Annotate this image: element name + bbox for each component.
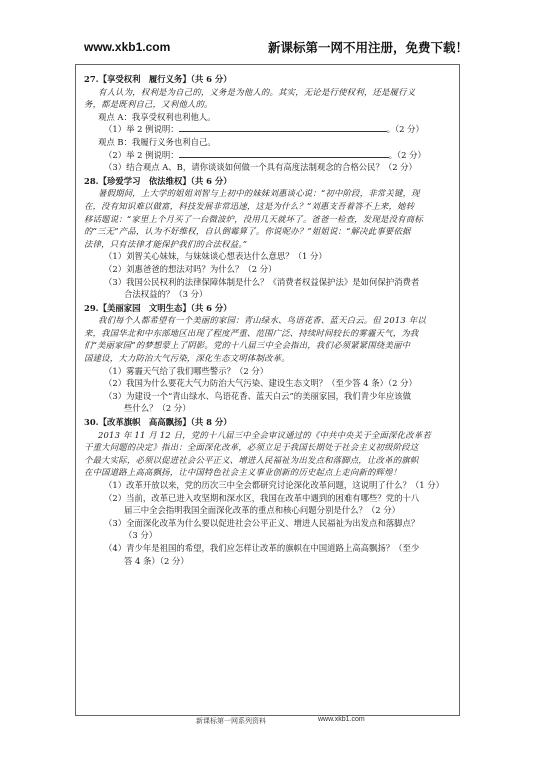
q27-para-line2: 务，都是既利自己，又利他人的。: [84, 99, 213, 110]
q29-sub2: （2）我国为什么要花大气力防治大气污染、建设生态文明？（至少答 4 条）（2 分）: [104, 378, 417, 389]
q30-sub3-line1: （3）全面深化改革为什么要以促进社会公平正义、增进人民福祉为出发点和落脚点？: [104, 517, 420, 528]
q30-sub3-line2: （3 分）: [124, 530, 158, 541]
q29-sub1: （1）雾霾天气给了我们哪些警示？（2 分）: [104, 365, 269, 376]
q30-para-line1: 2013 年 11 月 12 日，党的十八届三中全会审议通过的《中共中央关于全面深化改革若: [98, 429, 431, 440]
footer-series: 新课标第一网系列资料: [196, 717, 266, 725]
q28-para-line3: 移话题说：“家里上个月买了一台微波炉，没用几天就坏了。爸爸一检查，发现是没有商标: [84, 213, 423, 224]
q27-sub2: [84, 149, 452, 162]
q30-sub1: （1）改革开放以来，党的历次三中全会都研究讨论深化改革问题，这说明了什么？（1 分）: [104, 480, 444, 490]
q27-viewpoint-a: 观点 A：我享受权利也利他人。: [98, 111, 216, 122]
q27-sub2-prompt: （2）举 2 例说明：: [104, 149, 179, 160]
q28-para-line4: 的“三无”产品，认为不好维权，自认倒霉算了。你说呢办？”姐姐说：“解决此事要依据: [84, 226, 411, 237]
q28-sub3-line2: 合法权益的？（3 分）: [124, 289, 208, 300]
q30-sub4-line2: 答 4 条）（2 分）: [124, 555, 189, 566]
q30-para-line4: 在中国道路上高高飘扬，让中国特色社会主义事业创新的历史起点上走向新的辉煌！: [84, 467, 402, 478]
q27-sub1: [84, 123, 452, 136]
q30-para-line3: 个最大实际，必须以促进社会公平正义、增进人民福祉为出发点和落脚点，让改革的旗帜: [84, 454, 419, 465]
q28-para-line5: 法律，只有法律才能保护我们的合法权益。”: [84, 238, 248, 249]
q30-sub2-line1: （2）当前，改革已进入攻坚期和深水区，我国在改革中遇到的困难有哪些？党的十八: [104, 492, 420, 503]
q29-sub3-line1: （3）为建设一个“青山绿水、鸟语花香、蓝天白云”的美丽家园，我们青少年应该做: [104, 390, 412, 401]
q29-sub3-line2: 些什么？（2 分）: [124, 403, 191, 414]
q30-title: 30.【改革旗帜 高高飘扬】（共 8 分）: [84, 417, 232, 428]
q27-sub3: （3）结合观点 A、B，请你谈谈如何做一个具有高度法制观念的合格公民？（2 分）: [104, 162, 417, 173]
q30-para-line2: 干重大问题的决定》指出：全面深化改革，必须立足于我国长期处于社会主义初级阶段这: [84, 442, 419, 453]
q28-sub3-line1: （3）我国公民权利的法律保障体制是什么？《消费者权益保护法》是如何保护消费者: [104, 276, 420, 287]
q28-para-line2: 在，没有知识难以做富，科技发展非常迅速，这是为什么？”刘惠支吾着答不上来，她转: [84, 200, 415, 211]
q27-para-line1: 有人认为，权利是为自己的，义务是为他人的。其实，无论是行使权利，还是履行义: [98, 86, 416, 97]
q29-para-line4: 国建设，大力防治大气污染，深化生态文明体制改革。: [84, 353, 290, 364]
q27-sub2-score: 。（2 分）: [388, 149, 426, 160]
site-slogan: 新课标第一网不用注册，免费下载！: [268, 40, 469, 55]
q29-para-line1: 我们每个人都希望有一个美丽的家园：青山绿水、鸟语花香、蓝天白云。但 2013 年以: [98, 315, 426, 326]
q27-title: 27.【享受权利 履行义务】（共 6 分）: [84, 74, 232, 84]
q28-sub1: （1）刘智关心妹妹，与妹妹谈心想表达什么意思？（1 分）: [104, 251, 327, 262]
q27-sub1-score: 。（2 分）: [386, 124, 424, 135]
exam-content: [84, 72, 452, 567]
q30-sub2-line2: 届三中全会指明我国全面深化改革的重点和核心问题分别是什么？（2 分）: [124, 505, 400, 516]
q27-sub2-answer-line: [179, 149, 389, 158]
site-url: www.xkb1.com: [84, 40, 171, 54]
q28-sub2: （2）刘惠爸爸的想法对吗？为什么？（2 分）: [104, 263, 277, 274]
q27-sub1-prompt: （1）举 2 例说明：: [104, 124, 179, 135]
q27-sub1-answer-line: [179, 123, 387, 132]
q29-title: 29.【美丽家园 文明生态】（共 6 分）: [84, 302, 232, 313]
q27-viewpoint-b: 观点 B：我履行义务也利自己。: [98, 136, 216, 147]
q29-para-line2: 来，我国华北和中东部地区出现了程度严重、范围广泛、持续时间较长的雾霾天气，为我: [84, 327, 419, 338]
q29-para-line3: 们“美丽家园”的梦想蒙上了阴影。党的十八届三中全会指出，我们必须紧紧围绕美丽中: [84, 340, 411, 351]
q30-sub4-line1: （4）青少年是祖国的希望，我们应怎样让改革的旗帜在中国道路上高高飘扬？（至少: [104, 542, 420, 553]
q28-para-line1: 暑假期间，上大学的姐姐刘智与上初中的妹妹刘惠谈心说：“初中阶段，非常关键，现: [98, 188, 420, 199]
footer-url: www.xkb1.com: [318, 716, 365, 723]
q28-title: 28.【珍爱学习 依法维权】（共 6 分）: [84, 175, 232, 186]
